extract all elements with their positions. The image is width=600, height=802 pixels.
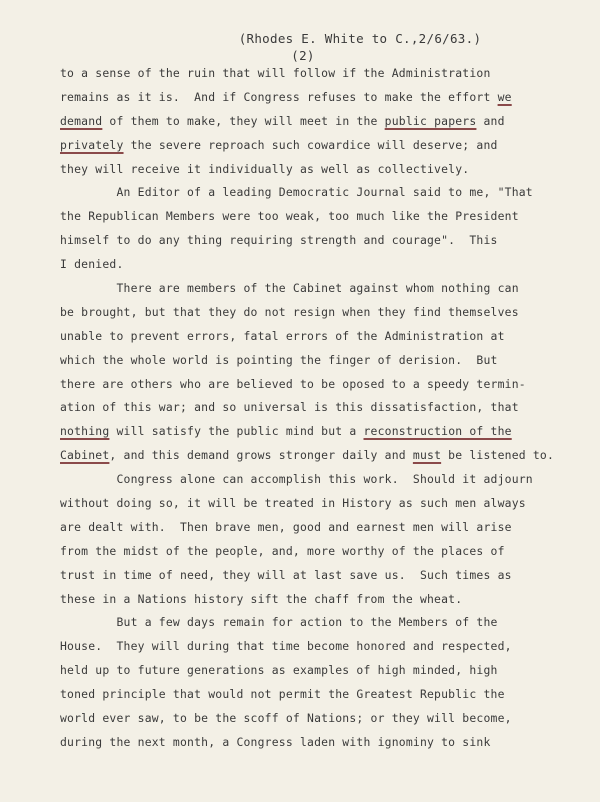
text-segment: the severe reproach such cowardice will deserve; and [123, 137, 498, 152]
text-segment: the Republican Members were too weak, too much like the President [60, 209, 519, 224]
text-segment: be listened to. [441, 448, 555, 463]
text-segment: from the midst of the people, and, more worthy of the places of [60, 543, 505, 558]
text-line [60, 181, 580, 205]
text-segment: , and this demand grows stronger daily and [109, 448, 413, 463]
text-line [60, 731, 580, 755]
text-line [60, 564, 580, 588]
text-line [60, 62, 580, 86]
text-segment: House. They will during that time become honored and respected, [60, 639, 512, 654]
text-line [60, 134, 580, 158]
text-segment: ation of this war; and so universal is this dissatisfaction, that [60, 400, 519, 415]
text-segment: trust in time of need, they will at last save us. Such times as [60, 567, 512, 582]
text-line [60, 468, 580, 492]
text-line [60, 707, 580, 731]
text-line [60, 110, 580, 134]
text-segment: be brought, but that they do not resign when they find themselves [60, 304, 519, 319]
text-line [60, 349, 580, 373]
text-line [60, 420, 580, 444]
text-line [60, 683, 580, 707]
text-segment: without doing so, it will be treated in History as such men always [60, 496, 526, 511]
underlined-text: Cabinet [60, 448, 110, 463]
text-segment: during the next month, a Congress laden with ignominy to sink [60, 734, 491, 749]
letter-header [0, 30, 600, 64]
text-segment: of them to make, they will meet in the [102, 113, 385, 128]
underlined-text: public papers [384, 113, 477, 128]
text-segment: world ever saw, to be the scoff of Nations; or they will become, [60, 711, 512, 726]
text-line [60, 588, 580, 612]
text-segment: Congress alone can accomplish this work. Should it adjourn [60, 472, 533, 487]
text-segment: There are members of the Cabinet against whom nothing can [60, 281, 519, 296]
text-line [60, 158, 580, 182]
page-number: (2) [291, 48, 315, 63]
text-segment: they will receive it individually as well as collectively. [60, 161, 470, 176]
text-line [60, 659, 580, 683]
text-line [60, 396, 580, 420]
text-segment: himself to do any thing requiring strength and courage". This [60, 233, 498, 248]
text-segment: these in a Nations history sift the chaff from the wheat. [60, 591, 463, 606]
underlined-text: demand [60, 113, 103, 128]
text-line [60, 277, 580, 301]
text-line [60, 540, 580, 564]
text-segment: remains as it is. And if Congress refuses to make the effort [60, 89, 498, 104]
text-line [60, 229, 580, 253]
text-segment: toned principle that would not permit the Greatest Republic the [60, 687, 505, 702]
underlined-text: privately [60, 137, 124, 152]
text-segment: But a few days remain for action to the Members of the [60, 615, 498, 630]
letter-body [60, 62, 580, 755]
text-line [60, 373, 580, 397]
text-segment: are dealt with. Then brave men, good and earnest men will arise [60, 519, 512, 534]
underlined-text: nothing [60, 424, 110, 439]
text-line [60, 253, 580, 277]
text-segment: to a sense of the ruin that will follow if the Administration [60, 66, 491, 80]
text-line [60, 516, 580, 540]
text-segment: I denied. [60, 257, 124, 272]
text-line [60, 635, 580, 659]
underlined-text: we [497, 89, 512, 104]
text-line [60, 86, 580, 110]
text-segment: An Editor of a leading Democratic Journal said to me, "That [60, 185, 533, 200]
text-line [60, 325, 580, 349]
text-line [60, 444, 580, 468]
text-segment: will satisfy the public mind but a [109, 424, 364, 439]
underlined-text: reconstruction of the [363, 424, 512, 439]
text-segment: which the whole world is pointing the finger of derision. But [60, 352, 498, 367]
text-line [60, 492, 580, 516]
header-title: (Rhodes E. White to C.,2/6/63.) [238, 31, 482, 46]
text-segment: and [476, 113, 505, 128]
text-segment: there are others who are believed to be oposed to a speedy termin- [60, 376, 526, 391]
text-line [60, 301, 580, 325]
text-segment: held up to future generations as examples of high minded, high [60, 663, 498, 678]
underlined-text: must [412, 448, 442, 463]
text-line [60, 611, 580, 635]
text-line [60, 205, 580, 229]
text-segment: unable to prevent errors, fatal errors of the Administration at [60, 328, 505, 343]
